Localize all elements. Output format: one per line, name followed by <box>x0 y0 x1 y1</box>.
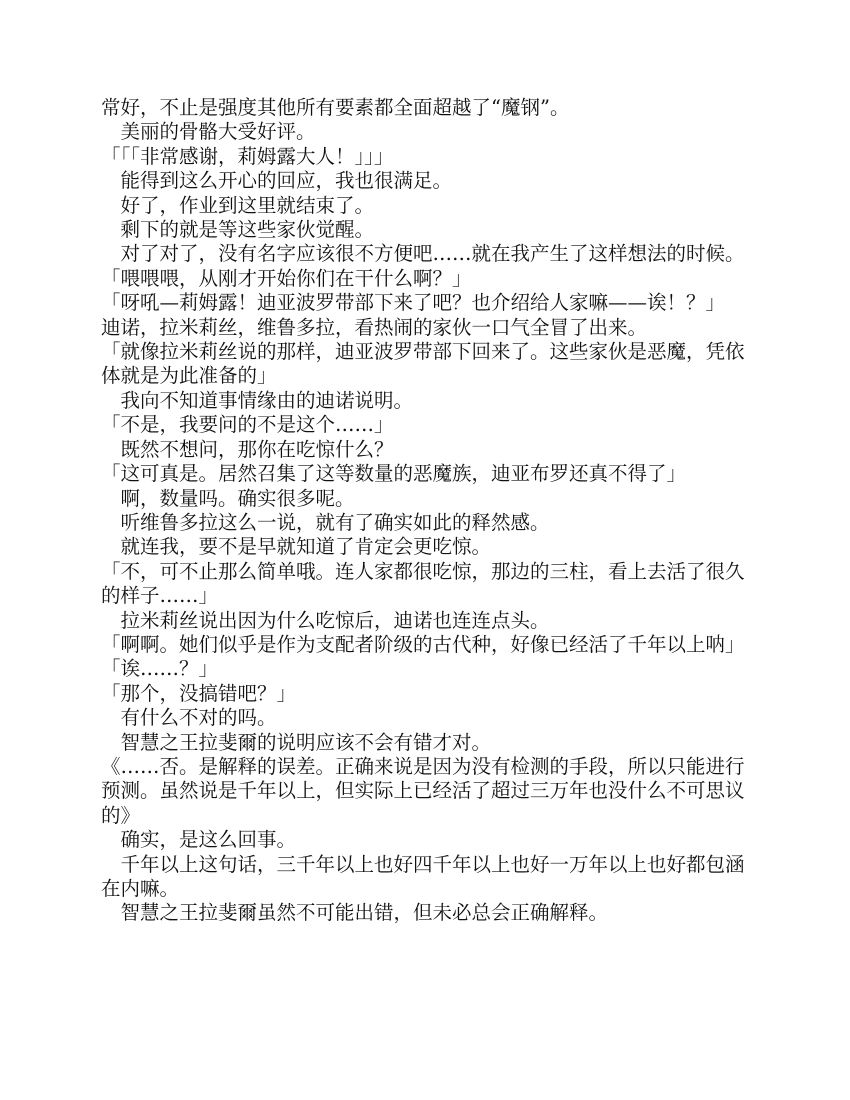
text-line: 「不是，我要问的不是这个……」 <box>101 413 394 437</box>
text-line: 「「「非常感谢，莉姆露大人！」」」 <box>101 144 394 168</box>
text-line: 智慧之王拉斐爾的说明应该不会有错才对。 <box>101 730 492 754</box>
text-line: 迪诺，拉米莉丝，维鲁多拉，看热闹的家伙一口气全冒了出来。 <box>101 315 648 339</box>
text-line: 「这可真是。居然召集了这等数量的恶魔族，迪亚布罗还真不得了」 <box>101 462 687 486</box>
text-line: 「就像拉米莉丝说的那样，迪亚波罗带部下回来了。这些家伙是恶魔，凭依体就是为此准备的」 <box>101 340 745 388</box>
text-line: 拉米莉丝说出因为什么吃惊后，迪诺也连连点头。 <box>101 608 550 632</box>
text-line: 智慧之王拉斐爾虽然不可能出错，但未必总会正确解释。 <box>101 901 609 925</box>
text-line: 《……否。是解释的误差。正确来说是因为没有检测的手段，所以只能进行预测。虽然说是千年以上，但实际上已经活了超过三万年也没什么不可思议的》 <box>101 754 745 827</box>
text-line: 「啊啊。她们似乎是作为支配者阶级的古代种，好像已经活了千年以上呐」 <box>101 632 745 656</box>
text-line: 我向不知道事情缘由的迪诺说明。 <box>101 388 414 412</box>
text-line: 「诶……？」 <box>101 657 219 681</box>
text-line: 千年以上这句话，三千年以上也好四千年以上也好一万年以上也好都包涵在内嘛。 <box>101 852 745 900</box>
text-line: 「呀吼—莉姆露！迪亚波罗带部下来了吧？也介绍给人家嘛——诶！？」 <box>101 291 726 315</box>
text-line: 「喂喂喂，从刚才开始你们在干什么啊？」 <box>101 266 472 290</box>
text-line: 啊，数量吗。确实很多呢。 <box>101 486 355 510</box>
text-line: 既然不想问，那你在吃惊什么？ <box>101 437 394 461</box>
text-line: 剩下的就是等这些家伙觉醒。 <box>101 218 375 242</box>
text-line: 就连我，要不是早就知道了肯定会更吃惊。 <box>101 535 492 559</box>
document-body <box>101 96 751 926</box>
text-line: 「不，可不止那么简单哦。连人家都很吃惊，那边的三柱，看上去活了很久的样子……」 <box>101 559 745 608</box>
text-line: 听维鲁多拉这么一说，就有了确实如此的释然感。 <box>101 510 550 534</box>
text-line: 「那个，没搞错吧？」 <box>101 681 297 705</box>
text-line: 能得到这么开心的回应，我也很满足。 <box>101 169 453 193</box>
text-line: 确实，是这么回事。 <box>101 828 297 852</box>
text-line: 好了，作业到这里就结束了。 <box>101 193 375 217</box>
text-line: 常好，不止是强度其他所有要素都全面超越了“魔钢”。 <box>101 96 570 119</box>
text-line: 有什么不对的吗。 <box>101 706 277 730</box>
text-line: 对了对了，没有名字应该很不方便吧……就在我产生了这样想法的时候。 <box>101 242 745 266</box>
text-line: 美丽的骨骼大受好评。 <box>101 120 316 144</box>
